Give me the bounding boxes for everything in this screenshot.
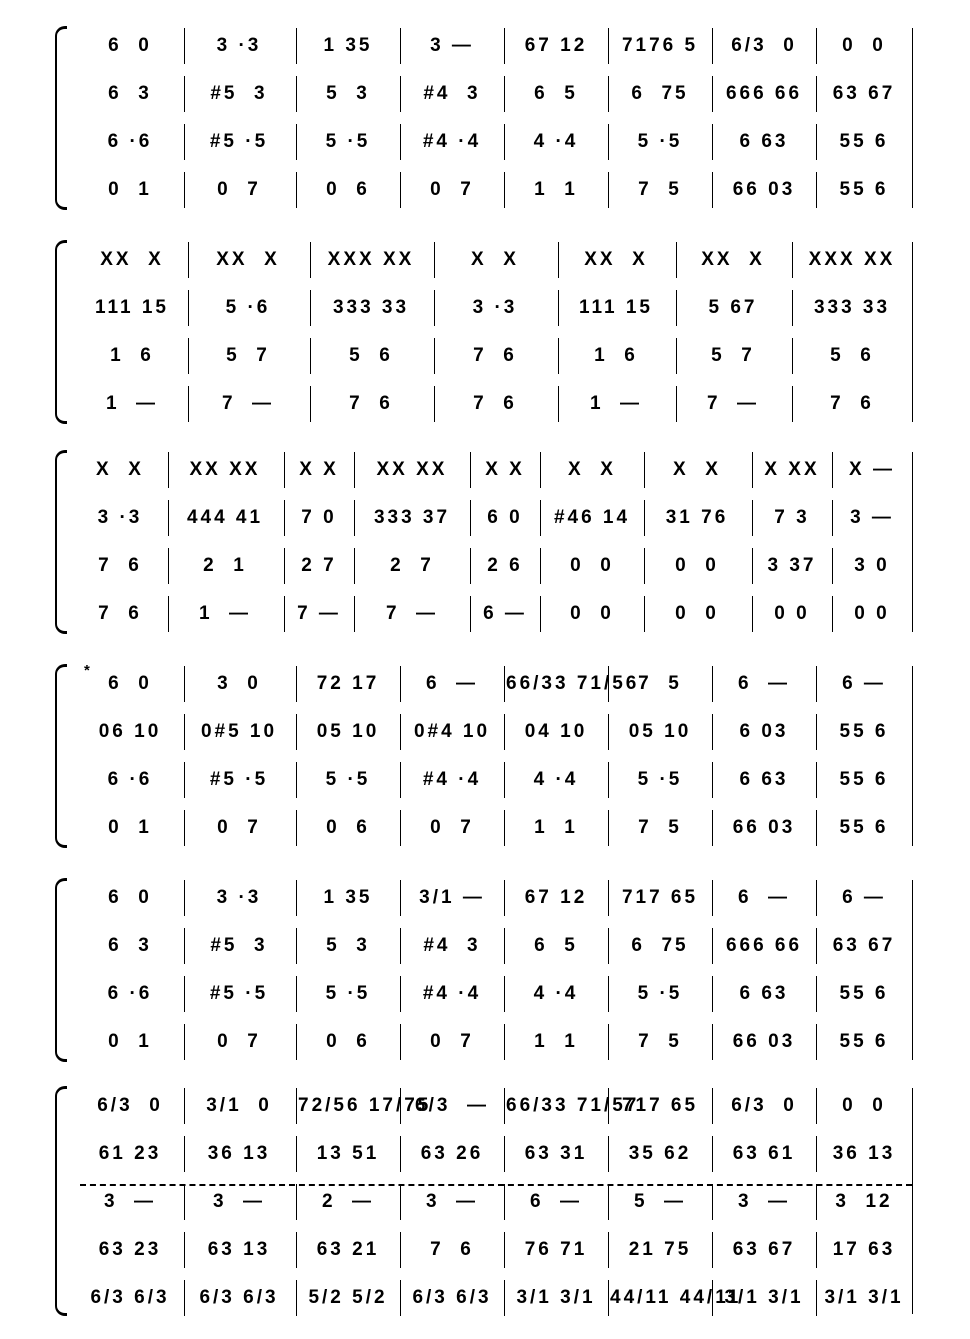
measure: 7 3: [774, 507, 810, 528]
measure: 0 6: [326, 1031, 370, 1052]
measure: X —: [849, 459, 895, 480]
measure: XX XX: [189, 459, 261, 480]
measure: 6 3: [108, 935, 152, 956]
staff-row: [72, 118, 914, 166]
measure: 6 0: [108, 887, 152, 908]
measure: 0 0: [774, 603, 810, 624]
staff-row: [72, 1082, 914, 1130]
system-brace: [55, 240, 67, 424]
measure: 111 15: [94, 297, 170, 318]
measure: 2 —: [321, 1191, 375, 1212]
score-system-2: [0, 236, 970, 432]
staff-row: [72, 542, 914, 590]
measure: #4 ·4: [422, 769, 482, 790]
measure: XX X: [216, 249, 280, 270]
staff-row: [72, 1178, 914, 1226]
measure: 0 0: [854, 603, 890, 624]
measure: XXX XX: [808, 249, 896, 270]
measure: 6 5: [534, 83, 578, 104]
measure: 0 0: [842, 1095, 886, 1116]
measure: 3/1 0: [206, 1095, 272, 1116]
measure: 3 37: [767, 555, 817, 576]
measure: 31 76: [665, 507, 729, 528]
measure: 7 6: [349, 393, 393, 414]
system-brace: [55, 664, 67, 848]
measure: 5 6: [349, 345, 393, 366]
measure: 3/1 —: [419, 887, 485, 908]
measure: 0 1: [108, 817, 152, 838]
measure: #4 3: [423, 935, 481, 956]
measure: 1 1: [534, 817, 578, 838]
measure: 5/2 5/2: [308, 1287, 388, 1308]
staff-row: [72, 1274, 914, 1322]
measure: 7 6: [473, 393, 517, 414]
measure: 6 ·6: [107, 983, 153, 1004]
measure: 6 0: [487, 507, 523, 528]
measure: 1 35: [323, 35, 373, 56]
measure: 0 7: [430, 179, 474, 200]
measure: 717 65: [621, 887, 699, 908]
measure: 66/33 71/57: [506, 1095, 640, 1116]
measure: 444 41: [186, 507, 264, 528]
measure: 6 —: [737, 887, 791, 908]
staff-row: [72, 380, 914, 428]
measure: 0 0: [675, 555, 719, 576]
staff-row: [72, 166, 914, 214]
score-system-6: [0, 1082, 970, 1322]
measure: 5 ·5: [637, 983, 683, 1004]
measure: 17 63: [832, 1239, 896, 1260]
measure: 0 0: [570, 603, 614, 624]
score-system-5: [0, 874, 970, 1070]
measure: 6 ·6: [107, 769, 153, 790]
measure: 3 —: [430, 35, 474, 56]
score-system-3: [0, 446, 970, 642]
measure: 66 03: [732, 817, 796, 838]
system-brace: [55, 26, 67, 210]
measure: 6/3 0: [731, 1095, 797, 1116]
measure: #5 ·5: [209, 131, 269, 152]
measure: XX X: [584, 249, 648, 270]
measure: X X: [96, 459, 144, 480]
measure: 7 6: [430, 1239, 474, 1260]
system-brace: [55, 450, 67, 634]
measure: 3 ·3: [472, 297, 518, 318]
measure: 666 66: [725, 935, 803, 956]
measure: 1 6: [594, 345, 638, 366]
measure: 7 5: [638, 179, 682, 200]
staff-row: [72, 874, 914, 922]
measure: 7 6: [98, 603, 142, 624]
measure: 7 5: [638, 817, 682, 838]
measure: 63 26: [420, 1143, 484, 1164]
measure: 333 33: [332, 297, 410, 318]
measure: XX X: [100, 249, 164, 270]
measure: 63 21: [316, 1239, 380, 1260]
measure: 21 75: [628, 1239, 692, 1260]
measure: 05 10: [628, 721, 692, 742]
measure: 6 75: [631, 935, 689, 956]
measure: 3 —: [737, 1191, 791, 1212]
measure: 6 0: [108, 35, 152, 56]
measure: 7 6: [830, 393, 874, 414]
measure: 111 15: [578, 297, 654, 318]
measure: 3 —: [103, 1191, 157, 1212]
staff-row: [72, 1226, 914, 1274]
measure: 5 ·5: [325, 131, 371, 152]
measure: 55 6: [839, 983, 889, 1004]
measure: 72 17: [316, 673, 380, 694]
measure: 63 67: [832, 83, 896, 104]
measure: 4 ·4: [533, 131, 579, 152]
measure: 63 61: [732, 1143, 796, 1164]
measure: 6/3 0: [97, 1095, 163, 1116]
measure: 5 —: [633, 1191, 687, 1212]
measure: 61 23: [98, 1143, 162, 1164]
measure: X X: [485, 459, 525, 480]
measure: 5 67: [708, 297, 758, 318]
staff-row: [72, 708, 914, 756]
measure: 06 10: [98, 721, 162, 742]
measure: 1 35: [323, 887, 373, 908]
measure: 0 7: [217, 1031, 261, 1052]
measure: 5 3: [326, 935, 370, 956]
measure: 63 67: [832, 935, 896, 956]
measure: X X: [471, 249, 519, 270]
staff-row: [72, 756, 914, 804]
measure: 6/3 —: [415, 1095, 489, 1116]
staff-row: [72, 590, 914, 638]
measure: 66 03: [732, 179, 796, 200]
measure: 7 —: [221, 393, 275, 414]
measure: 5 ·6: [225, 297, 271, 318]
measure: 3/1 3/1: [516, 1287, 596, 1308]
staff-row: [72, 660, 914, 708]
measure: 3 —: [425, 1191, 479, 1212]
measure: #4 ·4: [422, 131, 482, 152]
measure: 05 10: [316, 721, 380, 742]
measure: #46 14: [553, 507, 631, 528]
measure: 7 —: [297, 603, 341, 624]
staff-row: [72, 446, 914, 494]
measure: 6 63: [739, 983, 789, 1004]
measure: 0 6: [326, 817, 370, 838]
measure: 1 6: [110, 345, 154, 366]
staff-row: [72, 1018, 914, 1066]
measure: 0 1: [108, 179, 152, 200]
measure: #5 3: [210, 935, 268, 956]
measure: 1 —: [105, 393, 159, 414]
measure: 55 6: [839, 721, 889, 742]
measure: 55 6: [839, 817, 889, 838]
measure: 7 6: [473, 345, 517, 366]
measure: 333 37: [373, 507, 451, 528]
measure: 7 5: [638, 673, 682, 694]
measure: 5 ·5: [637, 769, 683, 790]
measure: 4 ·4: [533, 983, 579, 1004]
staff-row: [72, 22, 914, 70]
measure: 0 7: [430, 817, 474, 838]
measure: X XX: [764, 459, 820, 480]
measure: #4 ·4: [422, 983, 482, 1004]
measure: 55 6: [839, 131, 889, 152]
measure: 55 6: [839, 769, 889, 790]
measure: #4 3: [423, 83, 481, 104]
measure: 5 3: [326, 83, 370, 104]
measure: 1 1: [534, 179, 578, 200]
system-brace: [55, 878, 67, 1062]
measure: 0 7: [430, 1031, 474, 1052]
measure: 2 1: [203, 555, 247, 576]
measure: 5 6: [830, 345, 874, 366]
measure: 0 7: [217, 179, 261, 200]
measure: 1 1: [534, 1031, 578, 1052]
measure: 6 —: [842, 887, 886, 908]
measure: X X: [568, 459, 616, 480]
staff-row: [72, 922, 914, 970]
measure: 7176 5: [621, 35, 699, 56]
measure: 3 —: [212, 1191, 266, 1212]
measure: 63 23: [98, 1239, 162, 1260]
measure: 7 6: [98, 555, 142, 576]
measure: 6 —: [529, 1191, 583, 1212]
measure: 3/1 3/1: [824, 1287, 904, 1308]
measure: 04 10: [524, 721, 588, 742]
measure: 6 5: [534, 935, 578, 956]
measure: 55 6: [839, 1031, 889, 1052]
measure: #5 ·5: [209, 769, 269, 790]
measure: 4 ·4: [533, 769, 579, 790]
measure: 2 7: [301, 555, 337, 576]
score-system-1: [0, 22, 970, 218]
measure: 36 13: [207, 1143, 271, 1164]
measure: 67 12: [524, 887, 588, 908]
staff-row: [72, 70, 914, 118]
measure: 5 ·5: [325, 983, 371, 1004]
system-brace: [55, 1086, 67, 1316]
measure: 7 —: [706, 393, 760, 414]
measure: 6 63: [739, 769, 789, 790]
measure: 5 7: [226, 345, 270, 366]
measure: 3/1 3/1: [724, 1287, 804, 1308]
staff-row: [72, 494, 914, 542]
measure: 666 66: [725, 83, 803, 104]
measure: 35 62: [628, 1143, 692, 1164]
measure: 6 —: [842, 673, 886, 694]
measure: 6/3 6/3: [199, 1287, 279, 1308]
measure: 0 6: [326, 179, 370, 200]
measure: XX X: [701, 249, 765, 270]
measure: 3 12: [835, 1191, 893, 1212]
staff-row: [72, 804, 914, 852]
measure: 3 0: [217, 673, 261, 694]
measure: XX XX: [376, 459, 448, 480]
measure: 0 1: [108, 1031, 152, 1052]
measure: 0 0: [675, 603, 719, 624]
measure: #5 ·5: [209, 983, 269, 1004]
staff-row: [72, 332, 914, 380]
breath-mark-icon: *: [84, 662, 90, 679]
measure: 3 ·3: [97, 507, 143, 528]
measure: 3 0: [854, 555, 890, 576]
measure: 717 65: [621, 1095, 699, 1116]
measure: 7 0: [301, 507, 337, 528]
measure: 3 ·3: [216, 35, 262, 56]
measure: 76 71: [524, 1239, 588, 1260]
measure: 5 ·5: [325, 769, 371, 790]
measure: 6/3 0: [731, 35, 797, 56]
measure: 6 03: [739, 721, 789, 742]
measure: 66/33 71/56: [506, 673, 640, 694]
measure: 6 —: [483, 603, 527, 624]
measure: 2 7: [390, 555, 434, 576]
measure: 2 6: [487, 555, 523, 576]
measure: 13 51: [316, 1143, 380, 1164]
staff-row: [72, 970, 914, 1018]
staff-row: [72, 1130, 914, 1178]
measure: 6 —: [425, 673, 479, 694]
measure: 36 13: [832, 1143, 896, 1164]
measure: 6 ·6: [107, 131, 153, 152]
measure: 1 —: [589, 393, 643, 414]
measure: 7 5: [638, 1031, 682, 1052]
measure: 0#5 10: [200, 721, 278, 742]
measure: 6 75: [631, 83, 689, 104]
measure: 67 12: [524, 35, 588, 56]
measure: 3 —: [850, 507, 894, 528]
measure: 6 3: [108, 83, 152, 104]
measure: 6 —: [737, 673, 791, 694]
measure: 44/11 44/11: [610, 1287, 742, 1308]
measure: X X: [673, 459, 721, 480]
measure: 333 33: [813, 297, 891, 318]
measure: 6 63: [739, 131, 789, 152]
measure: 5 7: [711, 345, 755, 366]
measure: 72/56 17/75: [298, 1095, 432, 1116]
measure: 1 —: [198, 603, 252, 624]
measure: 6 0: [108, 673, 152, 694]
measure: #5 3: [210, 83, 268, 104]
measure: 66 03: [732, 1031, 796, 1052]
measure: 6/3 6/3: [90, 1287, 170, 1308]
score-system-4: [0, 660, 970, 856]
measure: 0 7: [217, 817, 261, 838]
measure: 63 31: [524, 1143, 588, 1164]
measure: 0#4 10: [413, 721, 491, 742]
measure: 0 0: [842, 35, 886, 56]
measure: 55 6: [839, 179, 889, 200]
measure: 0 0: [570, 555, 614, 576]
measure: XXX XX: [327, 249, 415, 270]
measure: 6/3 6/3: [412, 1287, 492, 1308]
measure: 63 13: [207, 1239, 271, 1260]
measure: 7 —: [385, 603, 439, 624]
measure: X X: [299, 459, 339, 480]
measure: 3 ·3: [216, 887, 262, 908]
measure: 63 67: [732, 1239, 796, 1260]
staff-row: [72, 284, 914, 332]
measure: 5 ·5: [637, 131, 683, 152]
staff-row: [72, 236, 914, 284]
